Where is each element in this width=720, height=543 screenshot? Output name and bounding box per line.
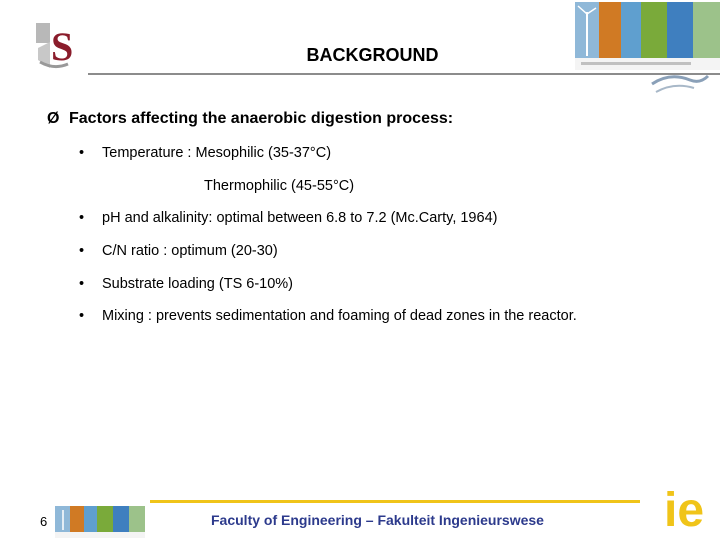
footer-photo-strip	[55, 506, 145, 538]
faculty-logo-letters: ie	[664, 484, 705, 530]
list-item	[79, 308, 577, 324]
bullet-icon: •	[79, 308, 85, 324]
list-item-continuation	[204, 178, 354, 194]
logo-letter: S	[51, 24, 74, 69]
list-item	[79, 145, 331, 161]
bullet-icon: •	[79, 210, 85, 226]
bullet-icon: •	[79, 276, 85, 292]
bullet-text: pH and alkalinity: optimal between 6.8 to 7.2 (Mc.Carty, 1964)	[102, 210, 498, 226]
footer-faculty-text: Faculty of Engineering – Fakulteit Ingenieurswese	[211, 512, 544, 528]
footer-accent-line	[150, 500, 640, 503]
title-divider	[88, 73, 720, 75]
list-item	[79, 276, 293, 292]
bullet-icon: •	[79, 243, 85, 259]
bullet-text: Substrate loading (TS 6-10%)	[102, 276, 294, 292]
page-number: 6	[40, 514, 48, 529]
arrow-bullet-icon: Ø	[47, 110, 60, 127]
main-point-text: Factors affecting the anaerobic digestion process:	[69, 110, 454, 127]
bullet-icon: •	[79, 145, 85, 161]
slide-title: BACKGROUND	[306, 45, 439, 65]
faculty-logo	[664, 480, 710, 530]
bullet-text: Temperature : Mesophilic (35-37°C)	[102, 145, 332, 161]
main-point	[47, 110, 453, 128]
bullet-text: Mixing : prevents sedimentation and foaming of dead zones in the reactor.	[102, 308, 577, 324]
bullet-text: Thermophilic (45-55°C)	[204, 178, 355, 194]
bullet-text: C/N ratio : optimum (20-30)	[102, 243, 278, 259]
list-item	[79, 243, 278, 259]
list-item	[79, 210, 497, 226]
